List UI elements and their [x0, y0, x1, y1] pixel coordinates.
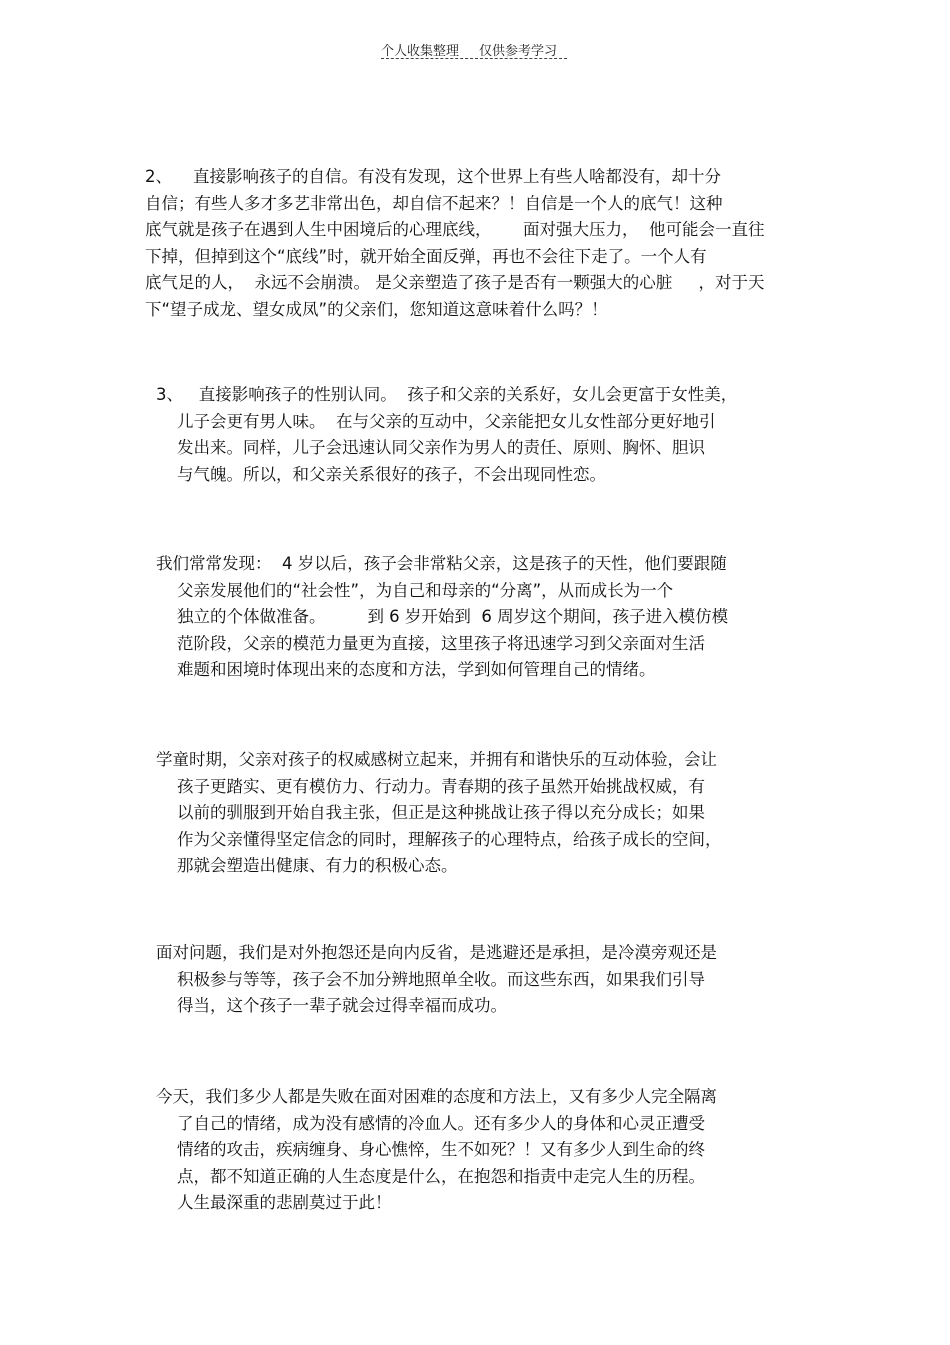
paragraph-line: 父亲发展他们的“社会性”，为自己和母亲的“分离”，从而成长为一个 [156, 580, 674, 600]
paragraph-line: 积极参与等等，孩子会不加分辨地照单全收。而这些东西，如果我们引导 [156, 969, 705, 989]
paragraph-line: 面对问题，我们是对外抱怨还是向内反省，是逃避还是承担，是冷漠旁观还是 [156, 943, 717, 962]
paragraph-line: 下掉，但掉到这个“底线”时，就开始全面反弹，再也不会往下走了。一个人有 [145, 246, 707, 266]
paragraph-line: 儿子会更有男人味。 在与父亲的互动中，父亲能把女儿女性部分更好地引 [156, 411, 716, 431]
paragraph-line: 下“望子成龙、望女成凤”的父亲们，您知道这意味着什么吗？！ [145, 299, 608, 319]
paragraph-line: 发出来。同样，儿子会迅速认同父亲作为男人的责任、原则、胸怀、胆识 [156, 438, 705, 457]
paragraph-line: 范阶段，父亲的模范力量更为直接，这里孩子将迅速学习到父亲面对生活 [156, 633, 705, 653]
header-right-text: 仅供参考学习 [479, 44, 558, 59]
paragraph-line: 难题和困境时体现出来的态度和方法，学到如何管理自己的情绪。 [156, 660, 656, 679]
paragraph-line: 自信；有些人多才多艺非常出色，却自信不起来？！自信是一个人的底气！这种 [145, 193, 723, 213]
paragraph-line: 孩子更踏实、更有模仿力、行动力。青春期的孩子虽然开始挑战权威，有 [156, 776, 705, 796]
paragraph-line: 与气魄。所以，和父亲关系很好的孩子，不会出现同性恋。 [156, 464, 606, 484]
paragraph-school-age [156, 747, 721, 880]
paragraph-line: 底气就是孩子在遇到人生中困境后的心理底线， 面对强大压力， 他可能会一直往 [145, 220, 765, 239]
paragraph-line: 了自己的情绪，成为没有感情的冷血人。还有多少人的身体和心灵正遭受 [156, 1113, 705, 1133]
header-left-text: 个人收集整理 [381, 44, 460, 59]
paragraph-self-confidence [145, 164, 764, 323]
paragraph-line: 得当，这个孩子一辈子就会过得幸福而成功。 [156, 996, 507, 1015]
paragraph-line: 底气足的人， 永远不会崩溃。 是父亲塑造了孩子是否有一颗强大的心脏 ，对于天 [145, 273, 765, 292]
paragraph-age-four [156, 551, 728, 684]
paragraph-gender-identity [156, 382, 737, 488]
paragraph-line: 今天，我们多少人都是失败在面对困难的态度和方法上，又有多少人完全隔离 [156, 1087, 717, 1106]
paragraph-line: 那就会塑造出健康、有力的积极心态。 [156, 856, 458, 875]
paragraph-facing-problems [156, 940, 717, 1020]
paragraph-line: 点，都不知道正确的人生态度是什么，在抱怨和指责中走完人生的历程。 [156, 1166, 705, 1186]
paragraph-today [156, 1084, 717, 1217]
paragraph-line: 人生最深重的悲剧莫过于此！ [156, 1193, 392, 1212]
paragraph-line: 学童时期，父亲对孩子的权威感树立起来，并拥有和谐快乐的互动体验，会让 [156, 750, 717, 769]
paragraph-line: 以前的驯服到开始自我主张，但正是这种挑战让孩子得以充分成长；如果 [156, 803, 705, 822]
paragraph-line: 作为父亲懂得坚定信念的同时，理解孩子的心理特点，给孩子成长的空间， [156, 829, 722, 849]
paragraph-line: 独立的个体做准备。 到 6 岁开始到 6 周岁这个期间，孩子进入模仿模 [156, 607, 729, 626]
paragraph-line: 情绪的攻击，疾病缠身、身心憔悴，生不如死？！又有多少人到生命的终 [156, 1140, 705, 1159]
page-header [381, 40, 569, 59]
paragraph-line: 2、 直接影响孩子的自信。有没有发现，这个世界上有些人啥都没有，却十分 [145, 167, 721, 186]
header-dashed-rule [381, 58, 567, 59]
paragraph-line: 我们常常发现： 4 岁以后，孩子会非常粘父亲，这是孩子的天性，他们要跟随 [156, 554, 727, 573]
paragraph-line: 3、 直接影响孩子的性别认同。 孩子和父亲的关系好，女儿会更富于女性美， [156, 385, 738, 404]
